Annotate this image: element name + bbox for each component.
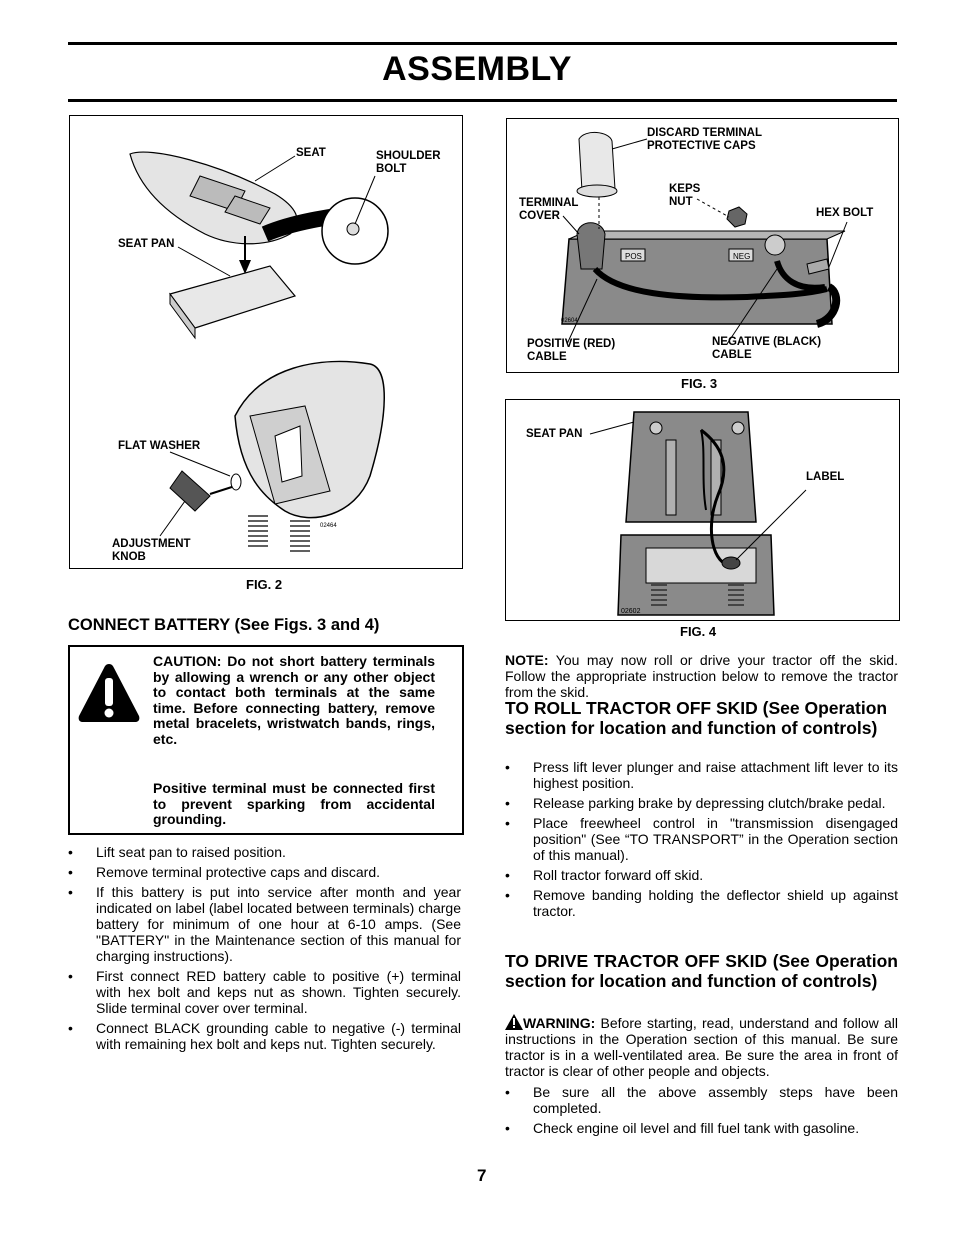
caution-positive-terminal-text: Positive terminal must be connected first to prevent sparking from accidental grounding.: [153, 780, 435, 827]
caution-box: [68, 645, 464, 835]
note-paragraph: [505, 652, 898, 700]
drive-tractor-list: [505, 1084, 898, 1140]
warning-triangle-icon: [77, 662, 141, 724]
connect-battery-heading: CONNECT BATTERY (See Figs. 3 and 4): [68, 616, 380, 634]
fig3-label-terminal-cover: TERMINAL COVER: [519, 197, 579, 222]
fig3-caption: FIG. 3: [681, 376, 718, 391]
top-rule: [68, 42, 897, 45]
list-item: • Remove terminal protective caps and discard.: [68, 864, 461, 880]
warning-label: WARNING:: [523, 1015, 596, 1031]
roll-tractor-list: [505, 759, 898, 923]
list-item: • Roll tractor forward off skid.: [505, 867, 898, 883]
fig2-seat-illustration: [70, 116, 462, 568]
roll-tractor-heading: TO ROLL TRACTOR OFF SKID (See Operation section for location and function of controls): [505, 698, 888, 738]
fig4-part-number: 02602: [621, 608, 641, 615]
fig4-label-label: LABEL: [806, 471, 845, 483]
fig3-label-positive-cable: POSITIVE (RED) CABLE: [527, 338, 616, 363]
list-item: • Press lift lever plunger and raise attachment lift lever to its highest position.: [505, 759, 898, 791]
fig4-label-seat-pan: SEAT PAN: [526, 428, 583, 440]
fig3-part-number: 02604: [561, 318, 578, 324]
note-text: You may now roll or drive your tractor off the skid. Follow the appropriate instruction below to remove the tractor from the skid.: [505, 652, 898, 700]
fig3-label-hex-bolt: HEX BOLT: [816, 207, 874, 219]
drive-tractor-heading: TO DRIVE TRACTOR OFF SKID (See Operation section for location and function of controls): [505, 951, 898, 991]
warning-icon: [505, 1014, 523, 1030]
caution-text: CAUTION: Do not short battery terminals by allowing a wrench or any other object to contact both terminals at the same time. Before connecting battery, remove metal bracelets, wristwatch bands, rings, etc.: [153, 653, 435, 747]
list-item: • If this battery is put into service after month and year indicated on label (label located between terminals) charge battery for minimum of one hour at 6-10 amps. (See "BATTERY" in the Maintenance section of this manual for charging instructions).: [68, 884, 461, 964]
fig3-label-keps-nut: KEPS NUT: [669, 183, 701, 208]
list-item: • Release parking brake by depressing clutch/brake pedal.: [505, 795, 898, 811]
fig2-caption: FIG. 2: [246, 577, 283, 592]
list-item: • Remove banding holding the deflector shield up against tractor.: [505, 887, 898, 919]
fig4-box: [505, 399, 900, 621]
fig3-label-neg: NEG: [733, 252, 751, 261]
fig2-label-seat: SEAT: [296, 147, 326, 159]
fig3-box: [506, 118, 899, 373]
fig2-label-flat-washer: FLAT WASHER: [118, 440, 201, 452]
fig2-label-seat-pan: SEAT PAN: [118, 238, 175, 250]
list-item: • First connect RED battery cable to positive (+) terminal with hex bolt and keps nut as shown. Tighten securely. Slide terminal cover over terminal.: [68, 968, 461, 1016]
connect-battery-list: [68, 844, 461, 1056]
warning-paragraph: [505, 1014, 898, 1079]
fig4-caption: FIG. 4: [680, 624, 717, 639]
fig2-label-adjustment-knob: ADJUSTMENT KNOB: [112, 538, 191, 563]
title-rule: [68, 99, 897, 102]
fig2-box: [69, 115, 463, 569]
fig2-part-number: 02464: [320, 523, 337, 529]
list-item: • Connect BLACK grounding cable to negative (-) terminal with remaining hex bolt and keps nut. Tighten securely.: [68, 1020, 461, 1052]
fig3-battery-illustration: [507, 119, 898, 372]
note-label: NOTE:: [505, 652, 549, 668]
list-item: • Lift seat pan to raised position.: [68, 844, 461, 860]
list-item: • Place freewheel control in "transmission disengaged position" (See “TO TRANSPORT” in the Operation section of this manual).: [505, 815, 898, 863]
warning-text: Before starting, read, understand and follow all instructions in the Operation section of this manual. Be sure tractor is in a well-ventilated area. Be sure the area in front of tractor is clear of other people and objects.: [505, 1015, 898, 1079]
list-item: • Check engine oil level and fill fuel tank with gasoline.: [505, 1120, 898, 1136]
fig3-label-pos: POS: [625, 252, 642, 261]
list-item: • Be sure all the above assembly steps have been completed.: [505, 1084, 898, 1116]
page-number: 7: [477, 1166, 487, 1185]
fig2-label-shoulder-bolt: SHOULDER BOLT: [376, 150, 441, 175]
fig3-label-negative-cable: NEGATIVE (BLACK) CABLE: [712, 336, 822, 361]
fig3-label-discard-caps: DISCARD TERMINAL PROTECTIVE CAPS: [647, 127, 762, 152]
page-title: ASSEMBLY: [382, 50, 572, 88]
